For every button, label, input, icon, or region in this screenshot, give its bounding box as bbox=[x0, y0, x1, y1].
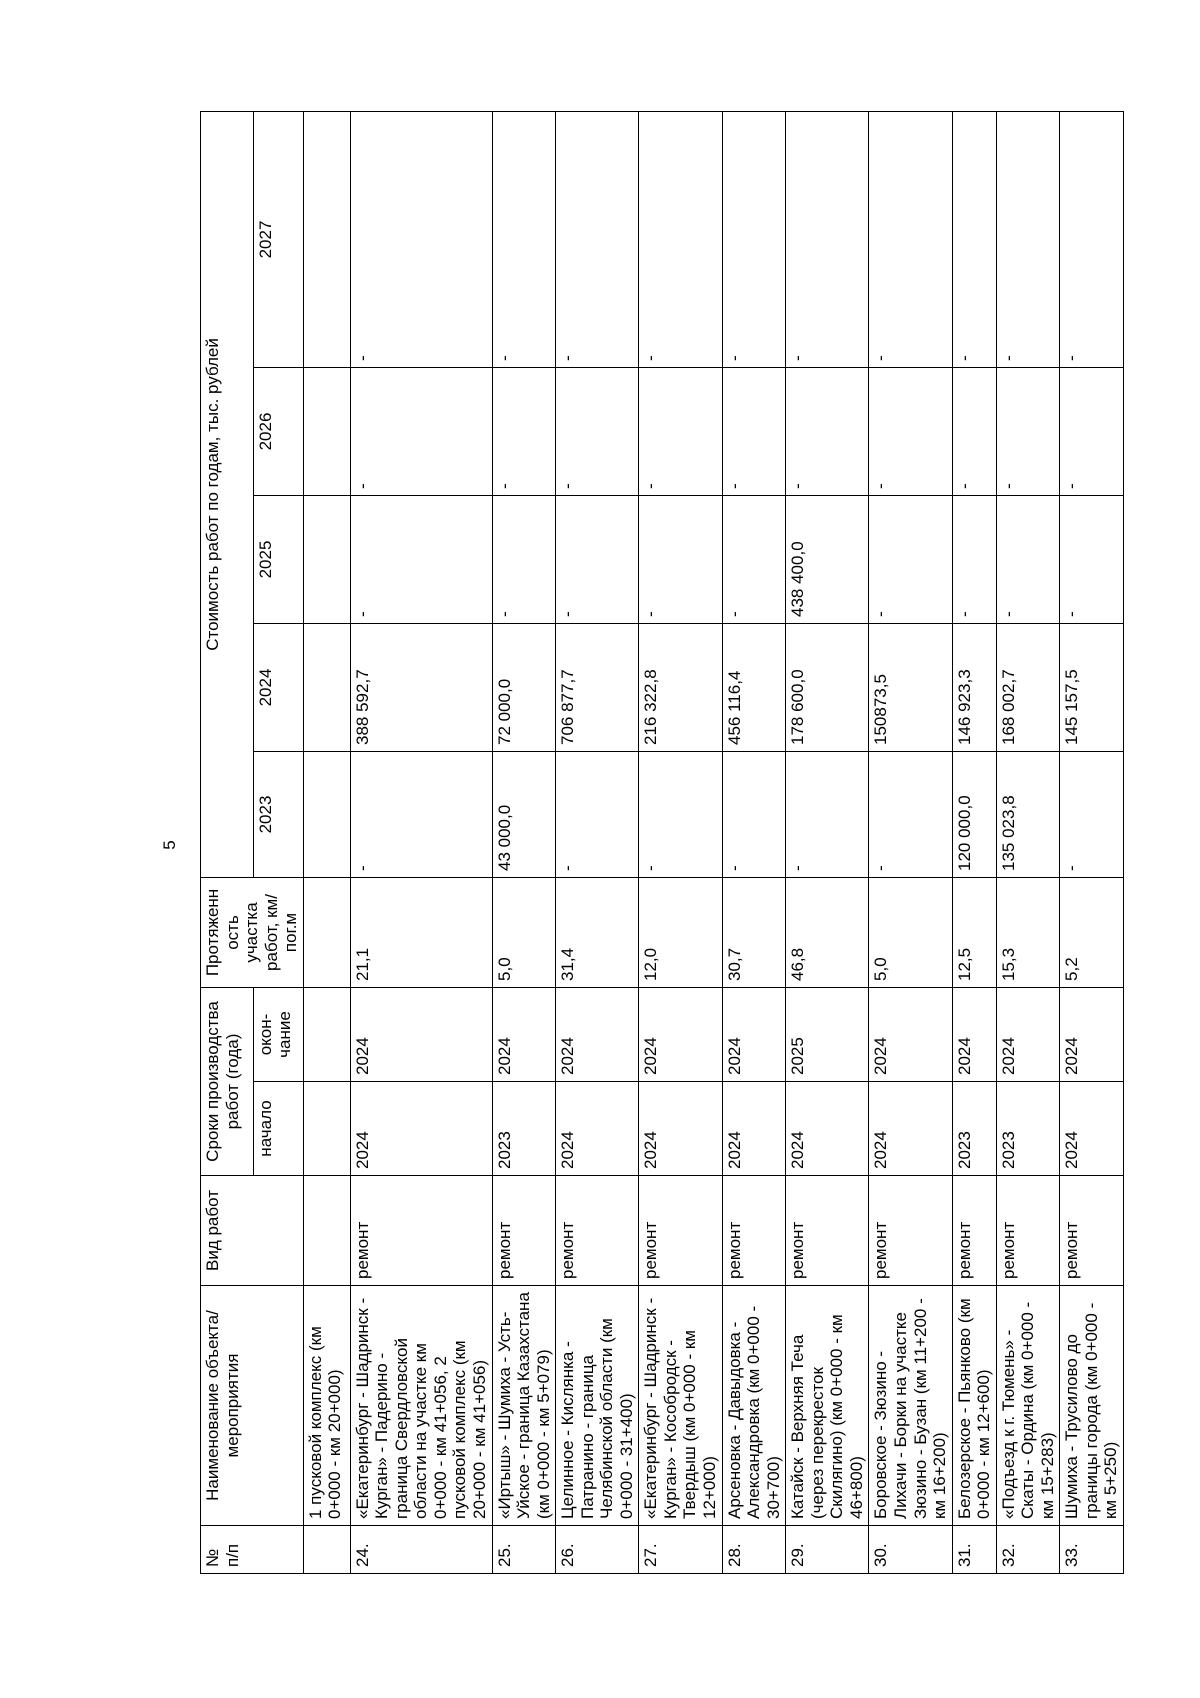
cell-cost-2024: 216 322,8 bbox=[639, 623, 722, 751]
table-row bbox=[722, 111, 786, 1573]
cell-length: 5,2 bbox=[1060, 877, 1124, 987]
cell-cost-2024: 150873,5 bbox=[869, 623, 952, 751]
table-row bbox=[996, 111, 1060, 1573]
cell-length: 15,3 bbox=[996, 877, 1060, 987]
table-row bbox=[639, 111, 722, 1573]
cell-name: «Иртыш» - Шумиха - Усть-Уйское - граница Казахстана (км 0+000 - км 5+079) bbox=[492, 1286, 556, 1526]
cell-name: Катайск - Верхняя Теча (через перекресток Скилягино) (км 0+000 - км 46+800) bbox=[786, 1286, 869, 1526]
cell-cost-2023: 43 000,0 bbox=[492, 751, 556, 877]
cell-start: 2023 bbox=[492, 1082, 556, 1176]
cell-cost-2025: - bbox=[996, 495, 1060, 623]
table-row bbox=[556, 111, 639, 1573]
cell-name: «Екатеринбург - Шадринск - Курган» - Кособродск - Твердыш (км 0+000 - км 12+000) bbox=[639, 1286, 722, 1526]
cell-num: 26. bbox=[556, 1526, 639, 1574]
cell-end bbox=[303, 987, 350, 1081]
cell-start: 2023 bbox=[996, 1082, 1060, 1176]
cell-cost-2026: - bbox=[952, 367, 996, 495]
cell-cost-2027: - bbox=[996, 111, 1060, 367]
cell-end: 2024 bbox=[1060, 987, 1124, 1081]
header-year-2023: 2023 bbox=[253, 751, 303, 877]
header-start: начало bbox=[253, 1082, 303, 1176]
header-length: Протяженн ость участка работ, км/пог.м bbox=[201, 877, 304, 987]
cell-length: 5,0 bbox=[869, 877, 952, 987]
cell-cost-2024: 706 877,7 bbox=[556, 623, 639, 751]
cell-length: 5,0 bbox=[492, 877, 556, 987]
cell-num: 32. bbox=[996, 1526, 1060, 1574]
cell-start: 2023 bbox=[952, 1082, 996, 1176]
cell-start: 2024 bbox=[1060, 1082, 1124, 1176]
cell-num: 33. bbox=[1060, 1526, 1124, 1574]
table-row bbox=[786, 111, 869, 1573]
cell-cost-2026: - bbox=[492, 367, 556, 495]
cell-name: Боровское - Зюзино - Лихачи - Борки на участке Зюзино - Бузан (км 11+200 - км 16+200) bbox=[869, 1286, 952, 1526]
cell-name: Шумиха - Трусилово до границы города (км 0+000 - км 5+250) bbox=[1060, 1286, 1124, 1526]
cell-length: 21,1 bbox=[350, 877, 492, 987]
header-terms: Сроки производства работ (года) bbox=[201, 987, 254, 1175]
cell-cost-2027: - bbox=[1060, 111, 1124, 367]
cell-end: 2024 bbox=[350, 987, 492, 1081]
cell-cost-2025: - bbox=[492, 495, 556, 623]
cell-num: 29. bbox=[786, 1526, 869, 1574]
cell-length: 46,8 bbox=[786, 877, 869, 987]
cell-cost-2023: 120 000,0 bbox=[952, 751, 996, 877]
header-type: Вид работ bbox=[201, 1176, 304, 1286]
cell-num: 30. bbox=[869, 1526, 952, 1574]
header-row-1 bbox=[201, 111, 254, 1573]
cell-name: Целинное - Кислянка - Патранино - граница Челябинской области (км 0+000 - 31+400) bbox=[556, 1286, 639, 1526]
cell-cost-2027: - bbox=[952, 111, 996, 367]
cell-type: ремонт bbox=[786, 1176, 869, 1286]
cell-start bbox=[303, 1082, 350, 1176]
cell-cost-2023: - bbox=[1060, 751, 1124, 877]
cell-type: ремонт bbox=[639, 1176, 722, 1286]
header-end: окон- чание bbox=[253, 987, 303, 1081]
cell-type: ремонт bbox=[996, 1176, 1060, 1286]
cell-cost-2025: - bbox=[1060, 495, 1124, 623]
cell-end: 2024 bbox=[869, 987, 952, 1081]
cell-cost-2026: - bbox=[639, 367, 722, 495]
cell-length: 12,5 bbox=[952, 877, 996, 987]
table-row bbox=[1060, 111, 1124, 1573]
cell-end: 2025 bbox=[786, 987, 869, 1081]
cell-name: Арсеновка - Давыдовка - Александровка (км 0+000 - 30+700) bbox=[722, 1286, 786, 1526]
cell-start: 2024 bbox=[722, 1082, 786, 1176]
cell-cost-2027: - bbox=[350, 111, 492, 367]
cell-end: 2024 bbox=[492, 987, 556, 1081]
cell-cost-2025 bbox=[303, 495, 350, 623]
table-row bbox=[350, 111, 492, 1573]
cell-type: ремонт bbox=[722, 1176, 786, 1286]
cell-cost-2023: - bbox=[786, 751, 869, 877]
cell-cost-2024: 168 002,7 bbox=[996, 623, 1060, 751]
cell-cost-2023: - bbox=[556, 751, 639, 877]
cell-cost-2026: - bbox=[869, 367, 952, 495]
cell-cost-2025: - bbox=[639, 495, 722, 623]
cell-type bbox=[303, 1176, 350, 1286]
road-works-table bbox=[200, 111, 1124, 1574]
cell-cost-2025: 438 400,0 bbox=[786, 495, 869, 623]
cell-cost-2026: - bbox=[722, 367, 786, 495]
cell-cost-2026: - bbox=[350, 367, 492, 495]
cell-cost-2024: 178 600,0 bbox=[786, 623, 869, 751]
cell-end: 2024 bbox=[996, 987, 1060, 1081]
cell-type: ремонт bbox=[556, 1176, 639, 1286]
cell-start: 2024 bbox=[786, 1082, 869, 1176]
cell-num: 31. bbox=[952, 1526, 996, 1574]
cell-type: ремонт bbox=[952, 1176, 996, 1286]
cell-type: ремонт bbox=[350, 1176, 492, 1286]
cell-cost-2026 bbox=[303, 367, 350, 495]
cell-cost-2023: 135 023,8 bbox=[996, 751, 1060, 877]
cell-cost-2023: - bbox=[869, 751, 952, 877]
cell-cost-2027: - bbox=[492, 111, 556, 367]
cell-start: 2024 bbox=[350, 1082, 492, 1176]
cell-length bbox=[303, 877, 350, 987]
cell-cost-2023: - bbox=[722, 751, 786, 877]
cell-type: ремонт bbox=[492, 1176, 556, 1286]
cell-cost-2024: 145 157,5 bbox=[1060, 623, 1124, 751]
cell-cost-2027: - bbox=[722, 111, 786, 367]
cell-name: «Подъезд к г. Тюмень» - Скаты - Ордина (км 0+000 - км 15+283) bbox=[996, 1286, 1060, 1526]
header-year-2027: 2027 bbox=[253, 111, 303, 367]
cell-type: ремонт bbox=[869, 1176, 952, 1286]
cell-cost-2026: - bbox=[556, 367, 639, 495]
cell-num: 24. bbox=[350, 1526, 492, 1574]
cell-cost-2027: - bbox=[639, 111, 722, 367]
cell-name: Белозерское - Пьянково (км 0+000 - км 12+600) bbox=[952, 1286, 996, 1526]
cell-cost-2026: - bbox=[1060, 367, 1124, 495]
cell-cost-2027: - bbox=[786, 111, 869, 367]
cell-start: 2024 bbox=[556, 1082, 639, 1176]
rotated-table-wrapper bbox=[200, 112, 1121, 1574]
cell-cost-2024: 388 592,7 bbox=[350, 623, 492, 751]
header-name: Наименование объекта/ мероприятия bbox=[201, 1286, 304, 1526]
cell-cost-2026: - bbox=[996, 367, 1060, 495]
cell-cost-2025: - bbox=[952, 495, 996, 623]
table-row bbox=[952, 111, 996, 1573]
cell-cost-2024 bbox=[303, 623, 350, 751]
cell-end: 2024 bbox=[722, 987, 786, 1081]
cell-cost-2025: - bbox=[869, 495, 952, 623]
cell-cost-2026: - bbox=[786, 367, 869, 495]
cell-name: 1 пусковой комплекс (км 0+000 - км 20+000) bbox=[303, 1286, 350, 1526]
cell-length: 30,7 bbox=[722, 877, 786, 987]
header-num: № п/п bbox=[201, 1526, 304, 1574]
header-year-2024: 2024 bbox=[253, 623, 303, 751]
cell-name: «Екатеринбург - Шадринск - Курган» - Падерино - граница Свердловской области на участке км 0+000 - км 41+056, 2 пусковой комплекс (км 20+000 - км 41+056) bbox=[350, 1286, 492, 1526]
page-number: 5 bbox=[160, 840, 179, 850]
cell-cost-2027: - bbox=[556, 111, 639, 367]
cell-cost-2024: 72 000,0 bbox=[492, 623, 556, 751]
cell-cost-2027: - bbox=[869, 111, 952, 367]
cell-cost-2025: - bbox=[722, 495, 786, 623]
cell-length: 31,4 bbox=[556, 877, 639, 987]
cell-cost-2025: - bbox=[556, 495, 639, 623]
cell-end: 2024 bbox=[556, 987, 639, 1081]
cell-length: 12,0 bbox=[639, 877, 722, 987]
table-row bbox=[869, 111, 952, 1573]
header-year-2026: 2026 bbox=[253, 367, 303, 495]
cell-start: 2024 bbox=[639, 1082, 722, 1176]
cell-num: 27. bbox=[639, 1526, 722, 1574]
header-year-2025: 2025 bbox=[253, 495, 303, 623]
cell-start: 2024 bbox=[869, 1082, 952, 1176]
cell-cost-2024: 456 116,4 bbox=[722, 623, 786, 751]
cell-cost-2027 bbox=[303, 111, 350, 367]
header-cost: Стоимость работ по годам, тыс. рублей bbox=[201, 111, 254, 877]
cell-num bbox=[303, 1526, 350, 1574]
cell-cost-2023 bbox=[303, 751, 350, 877]
cell-cost-2024: 146 923,3 bbox=[952, 623, 996, 751]
cell-type: ремонт bbox=[1060, 1176, 1124, 1286]
cell-num: 28. bbox=[722, 1526, 786, 1574]
cell-cost-2023: - bbox=[350, 751, 492, 877]
cell-end: 2024 bbox=[952, 987, 996, 1081]
cell-cost-2023: - bbox=[639, 751, 722, 877]
continuation-row bbox=[303, 111, 350, 1573]
table-row bbox=[492, 111, 556, 1573]
cell-cost-2025: - bbox=[350, 495, 492, 623]
cell-end: 2024 bbox=[639, 987, 722, 1081]
cell-num: 25. bbox=[492, 1526, 556, 1574]
